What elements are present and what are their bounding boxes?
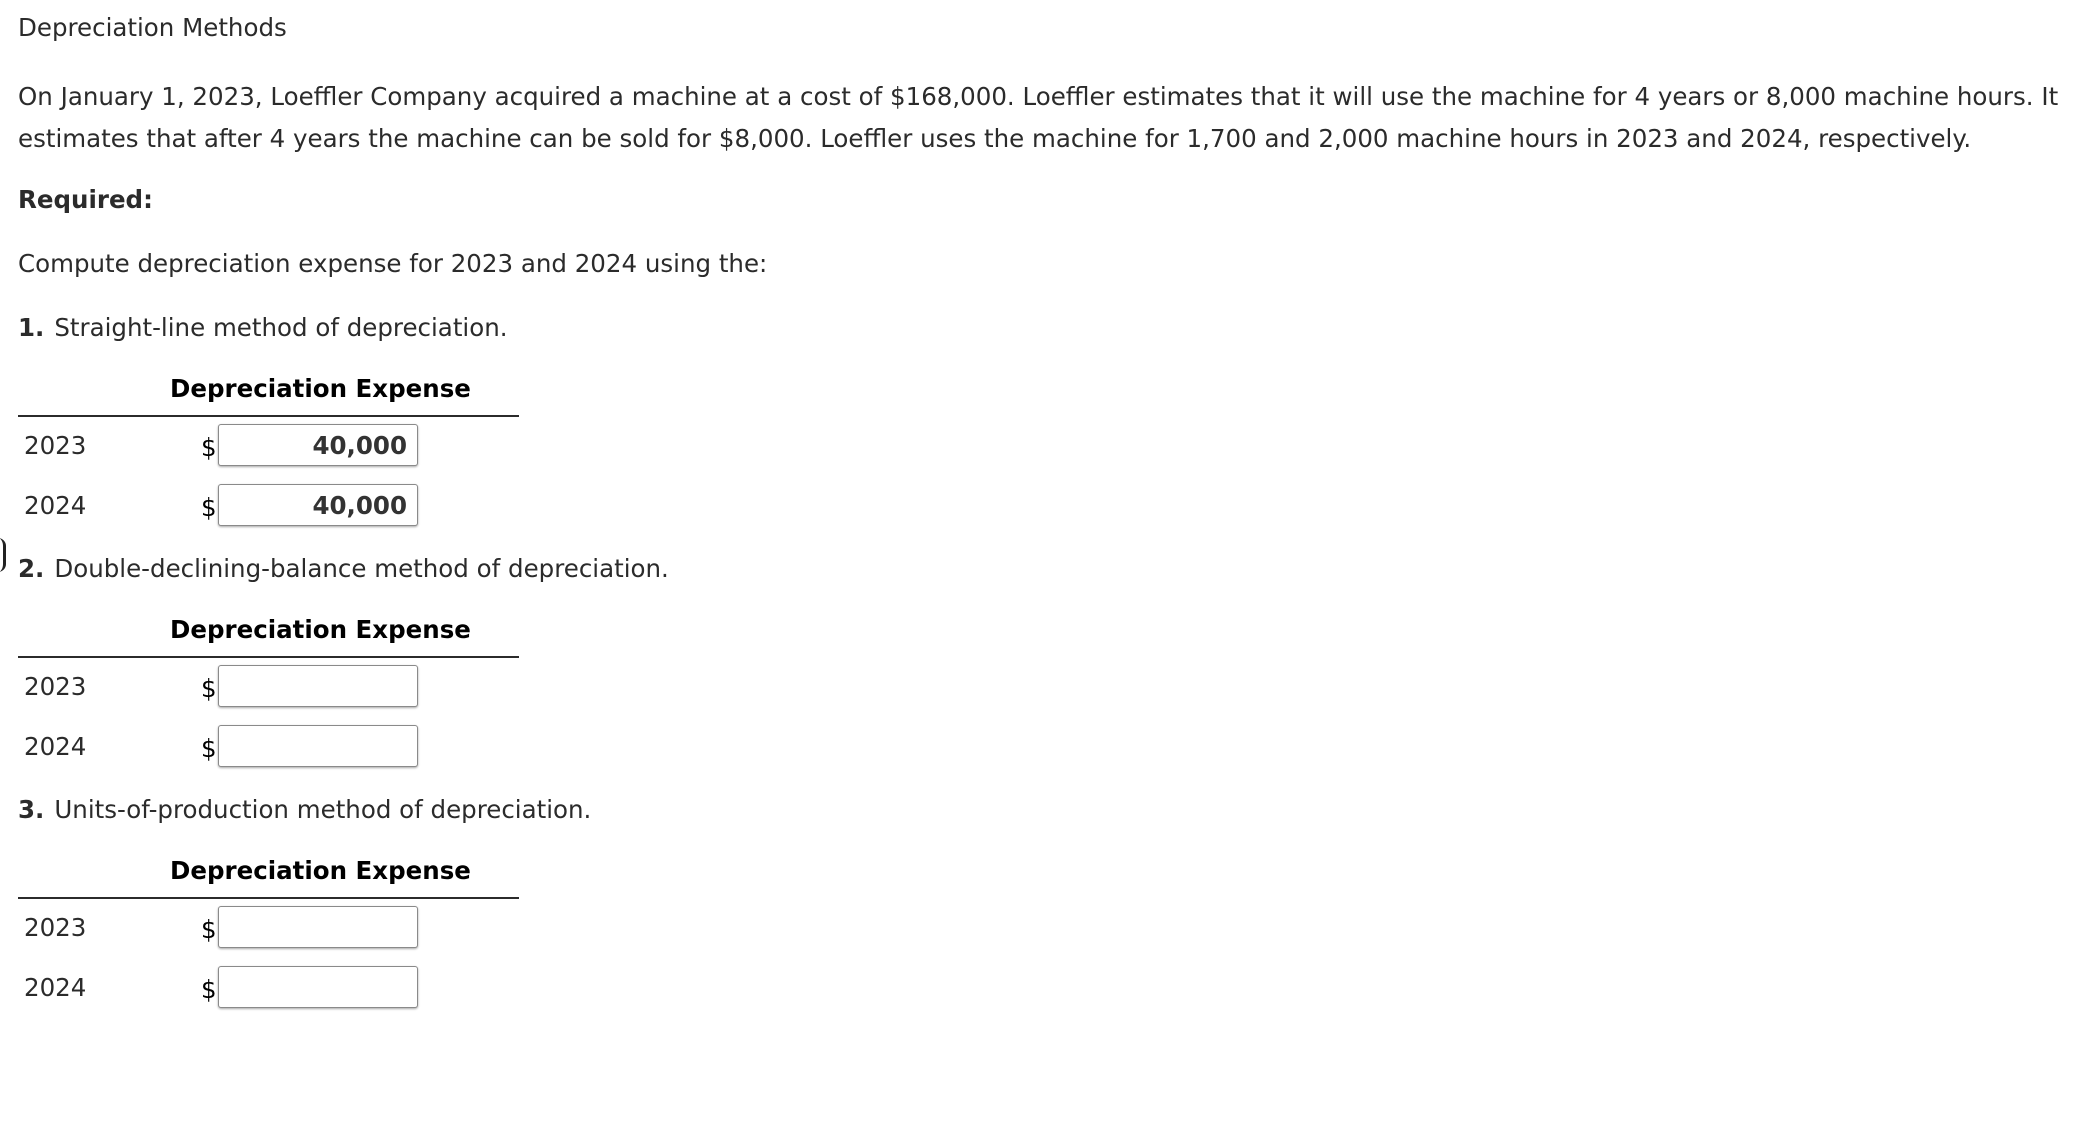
double-declining-2023-input[interactable]	[218, 665, 418, 707]
table-header	[18, 374, 519, 417]
row-year-label: 2023	[24, 431, 87, 460]
dollar-sign: $	[201, 433, 217, 462]
dollar-sign: $	[201, 975, 217, 1004]
double-declining-2024-input[interactable]	[218, 725, 418, 767]
row-year-label: 2024	[24, 491, 87, 520]
column-header-depreciation-expense: Depreciation Expense	[170, 615, 471, 644]
row-year-label: 2023	[24, 913, 87, 942]
straight-line-2024-input[interactable]	[218, 484, 418, 526]
table-row	[18, 421, 519, 481]
row-year-label: 2023	[24, 672, 87, 701]
question-label: Double-declining-balance method of depreciation.	[54, 554, 669, 583]
dollar-sign: $	[201, 674, 217, 703]
row-year-label: 2024	[24, 732, 87, 761]
question-label: Units-of-production method of depreciation.	[54, 795, 592, 824]
table-row	[18, 963, 519, 1023]
table-header	[18, 856, 519, 899]
question-units-of-production	[18, 795, 591, 824]
table-row	[18, 722, 519, 782]
column-header-depreciation-expense: Depreciation Expense	[170, 856, 471, 885]
table-row	[18, 481, 519, 541]
table-row	[18, 662, 519, 722]
dollar-sign: $	[201, 915, 217, 944]
units-of-production-table	[18, 856, 519, 1023]
left-edge-marker	[0, 538, 6, 572]
page-title: Depreciation Methods	[18, 13, 287, 42]
dollar-sign: $	[201, 493, 217, 522]
instruction-text: Compute depreciation expense for 2023 and 2024 using the:	[18, 249, 768, 278]
question-label: Straight-line method of depreciation.	[54, 313, 508, 342]
dollar-sign: $	[201, 734, 217, 763]
row-year-label: 2024	[24, 973, 87, 1002]
straight-line-2023-input[interactable]	[218, 424, 418, 466]
straight-line-table	[18, 374, 519, 541]
question-straight-line	[18, 313, 508, 342]
question-number: 1.	[18, 313, 45, 342]
question-number: 3.	[18, 795, 45, 824]
table-row	[18, 903, 519, 963]
table-header	[18, 615, 519, 658]
units-of-production-2024-input[interactable]	[218, 966, 418, 1008]
question-double-declining-balance	[18, 554, 669, 583]
units-of-production-2023-input[interactable]	[218, 906, 418, 948]
double-declining-table	[18, 615, 519, 782]
question-number: 2.	[18, 554, 45, 583]
column-header-depreciation-expense: Depreciation Expense	[170, 374, 471, 403]
problem-statement: On January 1, 2023, Loeffler Company acquired a machine at a cost of $168,000. Loeffler estimates that it will use the machine for 4 years or 8,000 machine hours. It estimates that after 4 years the machine can be sold for $8,000. Loeffler uses the machine for 1,700 and 2,000 machine hours in 2023 and 2024, respectively.	[18, 82, 2059, 153]
required-heading: Required:	[18, 185, 153, 214]
